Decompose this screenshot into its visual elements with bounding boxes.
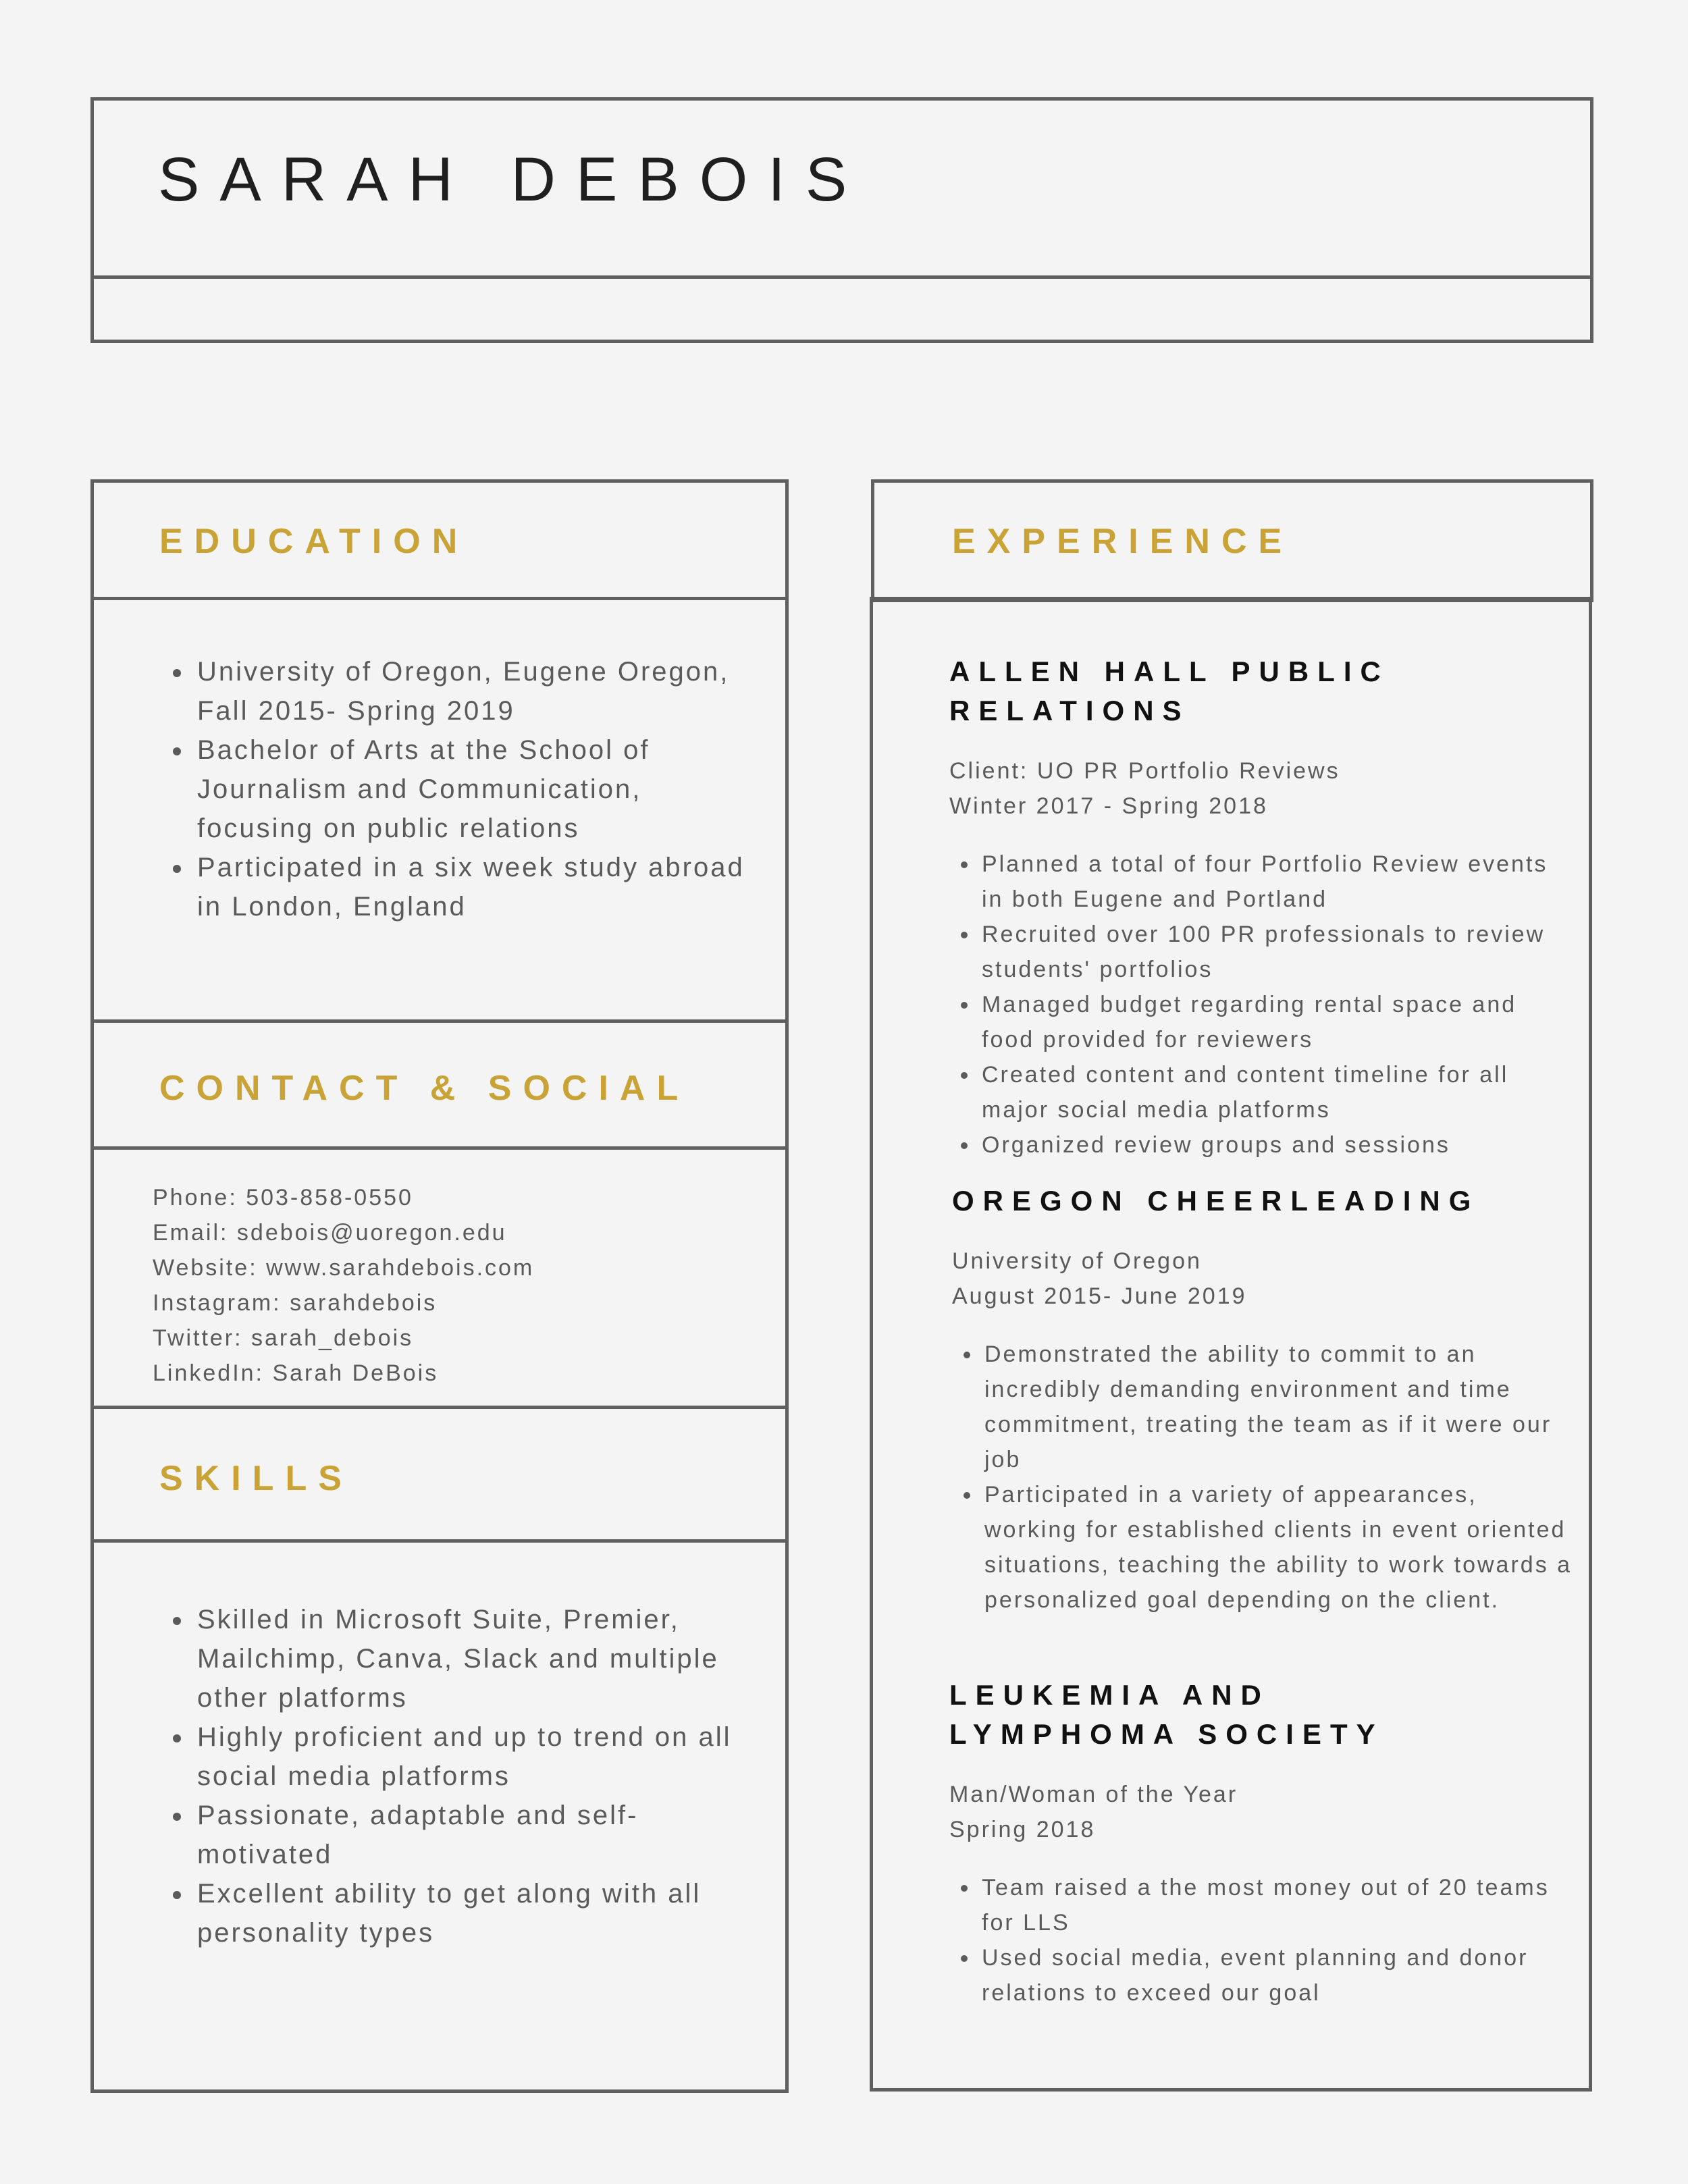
list-item: • University of Oregon, Eugene Oregon, Fall 2015- Spring 2019 xyxy=(193,652,754,730)
job-dates: August 2015- June 2019 xyxy=(952,1283,1247,1309)
list-item: • Managed budget regarding rental space and food provided for reviewers xyxy=(979,987,1573,1057)
job-role: Man/Woman of the Year xyxy=(949,1782,1238,1807)
job-role: Client: UO PR Portfolio Reviews xyxy=(949,758,1340,784)
skills-heading: SKILLS xyxy=(159,1459,353,1498)
instagram-text: Instagram: sarahdebois xyxy=(153,1290,438,1316)
list-item: • Recruited over 100 PR professionals to review students' portfolios xyxy=(979,917,1573,987)
job-role: University of Oregon xyxy=(952,1248,1202,1274)
phone-text: Phone: 503-858-0550 xyxy=(153,1185,413,1210)
list-item: • Passionate, adaptable and self-motivated xyxy=(193,1796,754,1874)
list-item: • Participated in a six week study abroad in London, England xyxy=(193,848,754,926)
job-bullets xyxy=(949,847,1573,1163)
education-list xyxy=(159,652,754,926)
skills-list xyxy=(159,1600,754,1952)
contact-heading: CONTACT & SOCIAL xyxy=(159,1069,690,1108)
job-bullets xyxy=(952,1337,1576,1618)
education-heading: EDUCATION xyxy=(159,522,469,561)
job-meta xyxy=(952,1244,1247,1314)
education-title-divider xyxy=(90,597,789,600)
skills-top-divider xyxy=(90,1406,789,1409)
candidate-name: SARAH DEBOIS xyxy=(158,145,868,214)
list-item: • Participated in a variety of appearances, working for established clients in event oriented situations, teaching the ability to work towards a personalized goal depending on the client. xyxy=(982,1477,1576,1618)
job-title: OREGON CHEERLEADING xyxy=(952,1185,1480,1217)
email-text: Email: sdebois@uoregon.edu xyxy=(153,1220,507,1246)
job-dates: Spring 2018 xyxy=(949,1817,1096,1842)
website-text: Website: www.sarahdebois.com xyxy=(153,1255,535,1281)
experience-heading: EXPERIENCE xyxy=(952,522,1294,561)
contact-details xyxy=(153,1180,534,1391)
job-title: LEUKEMIA AND LYMPHOMA SOCIETY xyxy=(949,1679,1384,1750)
linkedin-text: LinkedIn: Sarah DeBois xyxy=(153,1360,439,1386)
header-divider xyxy=(90,275,1593,279)
job-meta xyxy=(949,1777,1238,1847)
header-box xyxy=(90,97,1593,343)
job-bullets xyxy=(949,1870,1573,2010)
list-item: • Excellent ability to get along with all personality types xyxy=(193,1874,754,1952)
contact-top-divider xyxy=(90,1019,789,1023)
skills-title-divider xyxy=(90,1539,789,1543)
job-meta xyxy=(949,753,1340,824)
contact-title-divider xyxy=(90,1146,789,1150)
list-item: • Planned a total of four Portfolio Review events in both Eugene and Portland xyxy=(979,847,1573,917)
list-item: • Skilled in Microsoft Suite, Premier, Mailchimp, Canva, Slack and multiple other platforms xyxy=(193,1600,754,1717)
list-item: • Highly proficient and up to trend on all social media platforms xyxy=(193,1717,754,1796)
twitter-text: Twitter: sarah_debois xyxy=(153,1325,414,1351)
job-dates: Winter 2017 - Spring 2018 xyxy=(949,793,1268,819)
list-item: • Team raised a the most money out of 20 teams for LLS xyxy=(979,1870,1573,1940)
list-item: • Demonstrated the ability to commit to an incredibly demanding environment and time commitment, treating the team as if it were our job xyxy=(982,1337,1576,1477)
list-item: • Used social media, event planning and donor relations to exceed our goal xyxy=(979,1940,1573,2010)
list-item: • Organized review groups and sessions xyxy=(979,1127,1573,1163)
job-title: ALLEN HALL PUBLIC RELATIONS xyxy=(949,656,1390,726)
list-item: • Created content and content timeline for all major social media platforms xyxy=(979,1057,1573,1127)
list-item: • Bachelor of Arts at the School of Journalism and Communication, focusing on public relations xyxy=(193,730,754,848)
